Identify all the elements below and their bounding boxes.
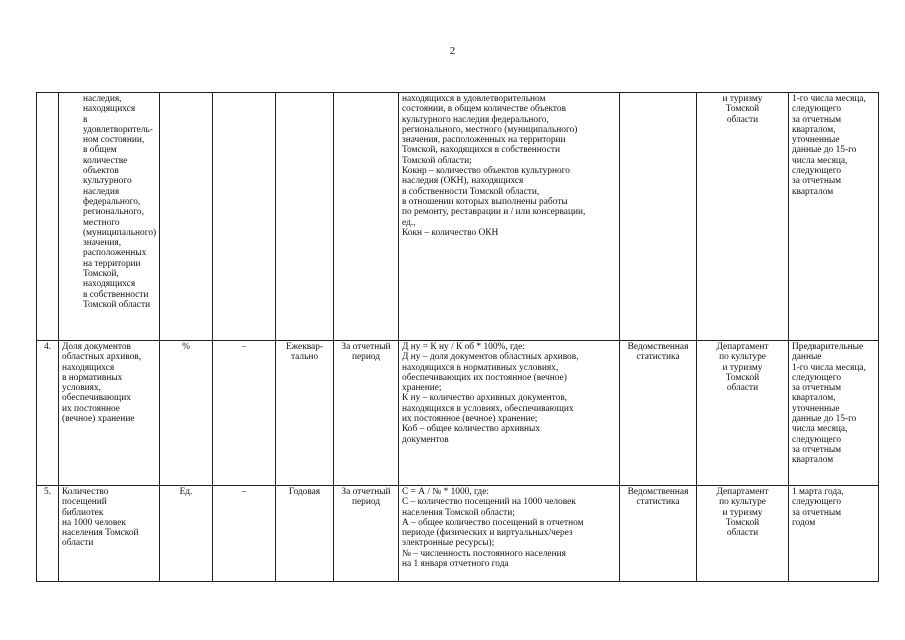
formula: С = А / № * 1000, где: С – количество посещений на 1000 человек населения Томской области; А – общее количество посещений в отчетном периоде (физических и виртуальных/через электронные ресурсы); № – численность постоянного населения на 1 января отчетного года xyxy=(399,486,620,582)
responsible: и туризму Томской области xyxy=(697,93,789,341)
unit: % xyxy=(160,341,213,486)
direction: – xyxy=(213,486,276,582)
period xyxy=(334,93,399,341)
table-row xyxy=(37,486,879,582)
formula: находящихся в удовлетворительном состоянии, в общем количестве объектов культурного наследия федерального, регионального, местного (муниципального) значения, расположенных на территории Томской, находящихся в собственности Томской области; Кокнр – количество объектов культурного наследия (ОКН), находящихся в собственности Томской области, в отношении которых выполнены работы по ремонту, реставрации и / или консервации, ед., Кокн – количество ОКН xyxy=(399,93,620,341)
indicator-name: Доля документов областных архивов, находящихся в нормативных условиях, обеспечивающих их постоянное (вечное) хранение xyxy=(59,341,160,486)
unit xyxy=(160,93,213,341)
page-number: 2 xyxy=(449,45,456,57)
period: За отчетный период xyxy=(334,486,399,582)
direction xyxy=(213,93,276,341)
table-row xyxy=(37,341,879,486)
indicator-name: наследия, находящихся в удовлетворитель- ном состоянии, в общем количестве объектов культурного наследия федерального, регионального, местного (муниципального) значения, расположенных на территории Томской, находящихся в собственности Томской области xyxy=(59,93,160,341)
responsible: Департамент по культуре и туризму Томской области xyxy=(697,341,789,486)
periodicity: Ежеквар- тально xyxy=(276,341,334,486)
direction: – xyxy=(213,341,276,486)
responsible: Департамент по культуре и туризму Томской области xyxy=(697,486,789,582)
deadline: 1 марта года, следующего за отчетным годом xyxy=(789,486,879,582)
source: Ведомственная статистика xyxy=(620,486,697,582)
deadline: Предварительные данные 1-го числа месяца, следующего за отчетным кварталом, уточненные данные до 15-го числа месяца, следующего за отчетным кварталом xyxy=(789,341,879,486)
source: Ведомственная статистика xyxy=(620,341,697,486)
periodicity xyxy=(276,93,334,341)
row-number: 5. xyxy=(37,486,59,582)
formula: Д ну = К ну / К об * 100%, где: Д ну – доля документов областных архивов, находящихся в нормативных условиях, обеспечивающих их постоянное (вечное) хранение; К ну – количество архивных документов, находящихся в условиях, обеспечивающих их постоянное (вечное) хранение; Коб – общее количество архивных документов xyxy=(399,341,620,486)
table-row xyxy=(37,93,879,341)
periodicity: Годовая xyxy=(276,486,334,582)
row-number: 4. xyxy=(37,341,59,486)
unit: Ед. xyxy=(160,486,213,582)
deadline: 1-го числа месяца, следующего за отчетным кварталом, уточненные данные до 15-го числа месяца, следующего за отчетным кварталом xyxy=(789,93,879,341)
source xyxy=(620,93,697,341)
period: За отчетный период xyxy=(334,341,399,486)
indicators-table xyxy=(36,92,879,582)
indicator-name: Количество посещений библиотек на 1000 человек населения Томской области xyxy=(59,486,160,582)
row-number xyxy=(37,93,59,341)
